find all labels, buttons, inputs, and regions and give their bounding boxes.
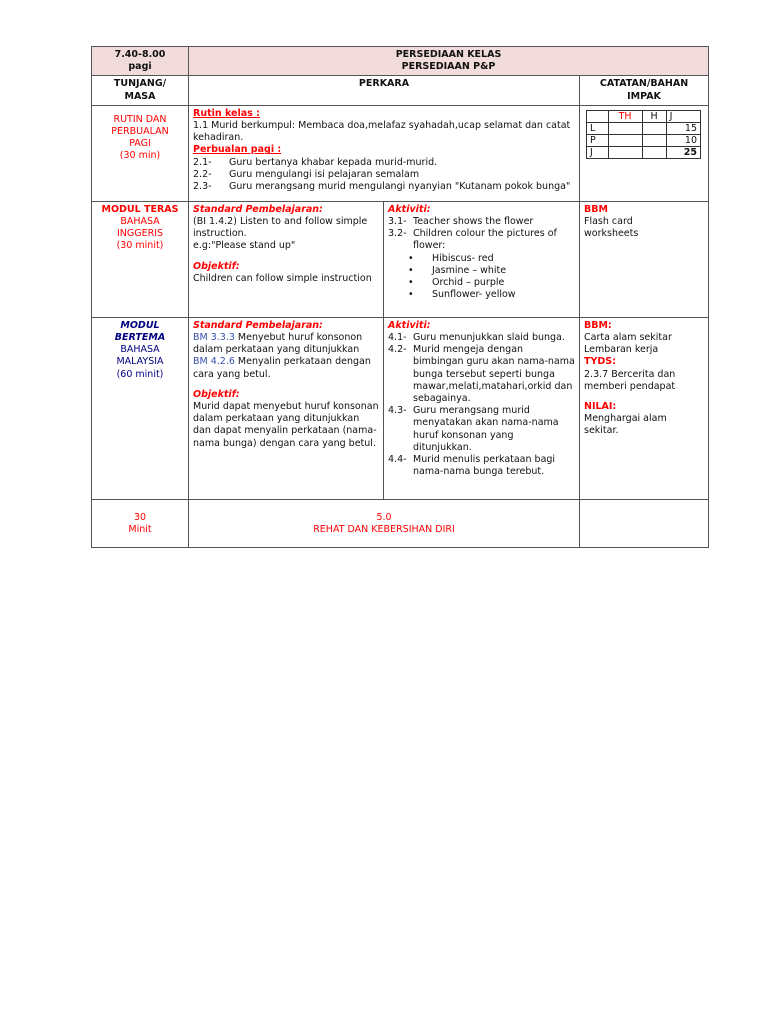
rutin-heading: Rutin kelas : (193, 107, 260, 119)
title-cell (189, 47, 709, 76)
col-header-catatan-line2: IMPAK (627, 90, 661, 102)
bbm-item: Carta alam sekitar (584, 332, 672, 344)
attendance-row (587, 134, 701, 146)
standard-heading: Standard Pembelajaran: (193, 319, 323, 331)
title-line-1: PERSEDIAAN KELAS (395, 49, 502, 60)
standard-example: e.g:"Please stand up" (193, 240, 296, 252)
attendance-value (642, 134, 666, 146)
flower-color-list (388, 253, 575, 302)
standard-text: Menyebut huruf konsonon dalam perkataan yang ditunjukkan (193, 332, 363, 356)
list-item (408, 253, 575, 265)
malay-standard-cell (189, 317, 384, 499)
perbualan-item (193, 181, 575, 193)
routine-label-3: PAGI (129, 138, 151, 150)
attendance-header-row (587, 110, 701, 122)
attendance-row-label: J (587, 146, 609, 158)
activity-item (388, 454, 575, 478)
col-header-tunjang-line2: MASA (124, 90, 156, 102)
attendance-value (608, 134, 642, 146)
rest-empty-cell (580, 499, 709, 547)
attendance-value: 10 (666, 134, 700, 146)
objective-heading: Objektif: (193, 388, 240, 400)
attendance-row (587, 146, 701, 158)
attendance-value (642, 122, 666, 134)
english-standard-cell (189, 201, 384, 317)
time-sub-text: pagi (128, 61, 152, 73)
standard-code: BM 4.2.6 (193, 356, 235, 368)
activity-item (388, 228, 575, 252)
activity-number: 4.1- (388, 332, 407, 344)
item-text: Guru merangsang murid mengulangi nyanyian "Kutanam pokok bunga" (229, 181, 571, 193)
rest-time-value: 30 (133, 511, 147, 523)
rest-text: REHAT DAN KEBERSIHAN DIRI (313, 524, 455, 536)
col-header-catatan-line1: CATATAN/BAHAN (599, 78, 689, 90)
bullet-icon: • (408, 264, 414, 276)
english-label-2: BAHASA (120, 216, 160, 228)
attendance-value (642, 146, 666, 158)
malay-label-4: MALAYSIA (116, 356, 164, 368)
list-item-text: Sunflower- yellow (432, 289, 516, 301)
item-text: Guru mengulangi isi pelajaran semalam (229, 168, 420, 180)
rest-row (92, 499, 709, 547)
activity-number: 3.2- (388, 228, 407, 240)
attendance-head-th: TH (608, 110, 642, 122)
activity-text: Guru menunjukkan slaid bunga. (413, 332, 565, 344)
title-line-2: PERSEDIAAN P&P (401, 61, 496, 73)
malay-row (92, 317, 709, 499)
bbm-heading: BBM (584, 203, 608, 215)
routine-label-2: PERBUALAN (111, 126, 169, 138)
rest-content-cell (189, 499, 580, 547)
list-item (408, 277, 575, 289)
item-number: 2.1- (193, 156, 212, 168)
col-header-tunjang-line1: TUNJANG/ (113, 78, 167, 90)
activity-heading: Aktiviti: (388, 319, 431, 331)
attendance-cell (580, 105, 709, 201)
list-item-text: Hibiscus- red (432, 252, 494, 264)
malay-label-2: BERTEMA (114, 332, 166, 344)
tyds-heading: TYDS: (584, 356, 616, 368)
perbualan-heading: Perbualan pagi : (193, 144, 282, 156)
routine-label-1: RUTIN DAN (113, 113, 167, 125)
rest-time-unit: Minit (128, 524, 152, 536)
malay-material-cell (580, 317, 709, 499)
activity-text: Teacher shows the flower (413, 216, 534, 228)
objective-text: Murid dapat menyebut huruf konsonan dalam perkataan yang ditunjukkan dan dapat menyalin perkataan (nama-nama bunga) dengan cara yang betul. (193, 401, 379, 449)
standard-item (193, 332, 379, 356)
activity-number: 3.1- (388, 216, 407, 228)
english-material-cell (580, 201, 709, 317)
english-activity-cell (384, 201, 580, 317)
attendance-value (608, 146, 642, 158)
attendance-value (608, 122, 642, 134)
header-row (92, 47, 709, 76)
english-label-cell (92, 201, 189, 317)
activity-item (388, 344, 575, 405)
item-number: 2.2- (193, 168, 212, 180)
column-header-row (92, 76, 709, 105)
standard-text: (BI 1.4.2) Listen to and follow simple instruction. (193, 216, 368, 240)
bullet-icon: • (408, 277, 414, 289)
activity-number: 4.3- (388, 405, 407, 417)
routine-row (92, 105, 709, 201)
rest-number: 5.0 (376, 511, 392, 523)
nilai-text: Menghargai alam sekitar. (584, 413, 667, 437)
item-text: Guru bertanya khabar kepada murid-murid. (229, 156, 438, 168)
activity-text: Children colour the pictures of flower: (413, 228, 557, 252)
bullet-icon: • (408, 252, 414, 264)
activity-text: Murid mengeja dengan bimbingan guru akan nama-nama bunga tersebut seperti bunga mawar,melati,matahari,orkid dan sebagainya. (413, 344, 575, 405)
tyds-text: 2.3.7 Bercerita dan memberi pendapat (584, 368, 676, 392)
attendance-table (586, 110, 701, 159)
list-item (408, 265, 575, 277)
activity-text: Guru merangsang murid menyatakan akan nama-nama huruf konsonan yang ditunjukkan. (413, 405, 559, 453)
lesson-plan-table (91, 46, 709, 548)
malay-label-3: BAHASA (120, 344, 160, 356)
attendance-head-j: J (666, 110, 700, 122)
english-label-1: MODUL TERAS (101, 203, 179, 215)
malay-label-cell (92, 317, 189, 499)
time-text: 7.40-8.00 (114, 49, 166, 60)
english-label-3: INGGERIS (116, 228, 164, 240)
standard-code: BM 3.3.3 (193, 332, 235, 344)
activity-number: 4.2- (388, 344, 407, 356)
malay-activity-cell (384, 317, 580, 499)
bbm-item: worksheets (584, 228, 639, 240)
attendance-cell-blank (587, 110, 609, 122)
rest-time-cell (92, 499, 189, 547)
activity-heading: Aktiviti: (388, 203, 431, 215)
attendance-row-label: L (587, 122, 609, 134)
attendance-row-label: P (587, 134, 609, 146)
standard-heading: Standard Pembelajaran: (193, 203, 323, 215)
english-label-4: (30 minit) (116, 240, 164, 252)
nilai-heading: NILAI: (584, 401, 617, 413)
routine-label-cell (92, 105, 189, 201)
list-item-text: Jasmine – white (432, 264, 507, 276)
list-item (408, 289, 575, 301)
objective-heading: Objektif: (193, 260, 240, 272)
attendance-head-h: H (642, 110, 666, 122)
time-cell (92, 47, 189, 76)
routine-content-cell (189, 105, 580, 201)
attendance-row (587, 122, 701, 134)
activity-item (388, 405, 575, 454)
bbm-item: Lembaran kerja (584, 344, 659, 356)
standard-item (193, 356, 379, 380)
activity-text: Murid menulis perkataan bagi nama-nama bunga terebut. (413, 454, 556, 478)
english-row (92, 201, 709, 317)
routine-label-4: (30 min) (119, 150, 161, 162)
activity-item (388, 332, 575, 344)
activity-number: 4.4- (388, 454, 407, 466)
bbm-heading: BBM: (584, 319, 612, 331)
standard-text: Menyalin perkataan dengan cara yang betul. (193, 356, 371, 380)
col-header-catatan (580, 76, 709, 105)
objective-text: Children can follow simple instruction (193, 272, 372, 284)
activity-item (388, 216, 575, 228)
perbualan-item (193, 169, 575, 181)
bbm-item: Flash card (584, 216, 633, 228)
col-header-perkara: PERKARA (189, 76, 580, 105)
perbualan-item (193, 157, 575, 169)
list-item-text: Orchid – purple (432, 277, 505, 289)
rutin-item: 1.1 Murid berkumpul: Membaca doa,melafaz syahadah,ucap selamat dan catat kehadiran. (193, 120, 571, 144)
attendance-total: 25 (666, 146, 700, 158)
item-number: 2.3- (193, 181, 212, 193)
malay-label-1: MODUL (120, 319, 160, 331)
bullet-icon: • (408, 289, 414, 301)
attendance-value: 15 (666, 122, 700, 134)
malay-label-5: (60 minit) (116, 368, 164, 380)
col-header-tunjang (92, 76, 189, 105)
